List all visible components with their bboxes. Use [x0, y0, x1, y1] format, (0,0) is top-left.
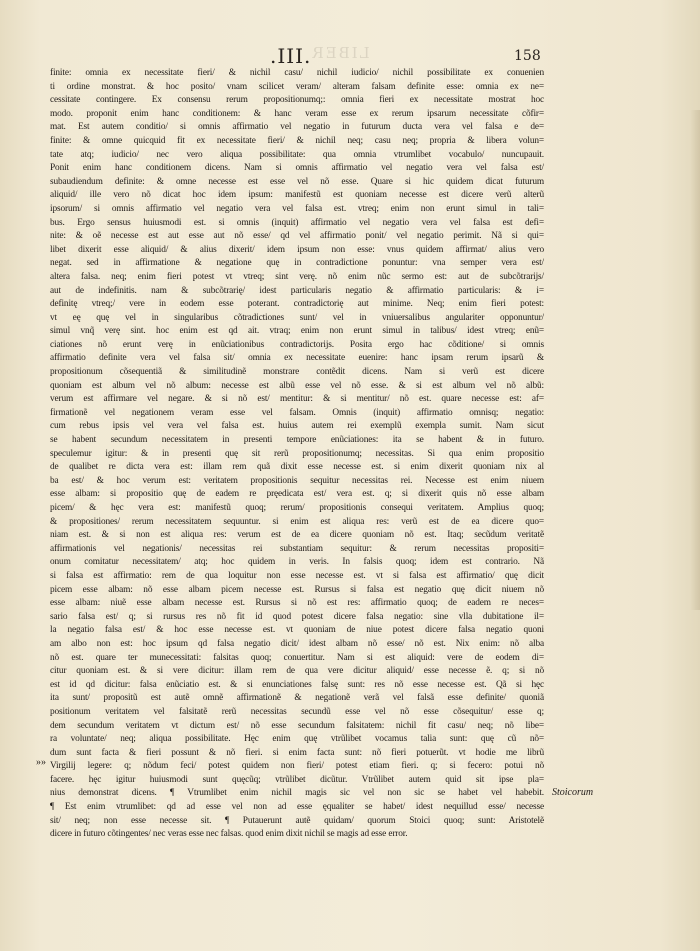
text-line: de qualibet re dicta vera est: illam rem quã dixit esse necesse est. si enim dixerit quoniam nix al — [50, 462, 544, 473]
text-line: si falsa est affirmatio: rem de qua loquitur non esse necesse est. vt si falsa est affirmatio/ quę dicit — [50, 570, 544, 581]
text-line: dicere in futuro cõtingentes/ nec veras esse nec falsas. quod enim dixit nichil se magis ad esse error. — [50, 829, 408, 840]
text-line: ba est/ & hoc verum est: veritatem propositionis sequitur necessitas rei. Necesse est enim niuem — [50, 475, 544, 486]
text-line: mat. Est autem conditio/ si omnis affirmatio vel negatio in futurum ducta vera vel falsa e de= — [50, 122, 544, 133]
text-line: quoniam est album vel nõ album: necesse est albũ esse vel nõ esse. & si est album vel nõ albũ: — [50, 380, 544, 391]
text-line: positionum veritatem vel falsitatẽ rerũ necessitas secundũ esse vel nõ esse cõsequitur/ esse q; — [50, 706, 544, 717]
text-line: sit/ neq; non esse necesse sit. ¶ Putauerunt autẽ quidam/ quorum Stoici quoq; sunt: Aristotelẽ — [50, 815, 544, 826]
marginal-note: Stoicorum — [552, 787, 594, 798]
text-line: ciationes nõ erunt verę in enũciationibus contradictorijs. Posita ergo hac cõditione/ si omnis — [50, 339, 544, 350]
text-line: verum est affirmare vel negare. & si nõ est/ mentitur: & si mentitur/ nõ est. quare necesse est: af= — [50, 394, 544, 405]
text-line: modo. proponit enim hanc conditionem: & hanc veram esse ex rerum ipsarum necessitate cõfir= — [50, 108, 544, 119]
text-line: vt eę quę vel in singularibus cõtradictiones sunt/ vel in vniuersalibus angulariter opponuntur/ — [50, 312, 544, 323]
main-text-block — [50, 67, 544, 842]
page-edge-stain — [690, 110, 700, 610]
text-line: sario falsa est/ q; si rursus res nõ fit id quod potest dicere falsa negatio: sine vlla dubitatione il= — [50, 611, 544, 622]
text-line: aut de indefinitis. nam & subcõtrarię/ idest particularis negatio & affirmatio particularis: & i= — [50, 285, 544, 296]
text-line: definitę vtreq;/ vere in eodem esse poterant. contradictorię aut minime. Neq; enim fieri potest: — [50, 299, 544, 310]
text-line: esse albam: si propositio quę de eadem re pręedicata est/ vera est. q; si dixerit quis nõ esse albam — [50, 489, 544, 500]
text-line: & propositiones/ rerum necessitatem sequuntur. si enim est aliqua res: verũ est de ea dicere quo= — [50, 516, 544, 527]
text-line: picem/ & hęc vera est: manifestũ quoq; rerum/ propositionis consequi veritatem. Amplius quoq; — [50, 503, 544, 513]
margin-pointer: »» — [36, 757, 46, 768]
text-line: nius demonstrat dicens. ¶ Vtrumlibet enim nichil magis sic vel non sic se habet vel habebit. — [50, 788, 544, 799]
text-line: ra voluntate/ neq; aliqua possibilitate. Hęc enim quę vtrũlibet vocamus talia sunt: quę cũ nõ= — [50, 734, 544, 745]
text-line: ita sunt/ propositũ est autẽ omnẽ affirmationẽ & negationẽ verã vel falsã esse definite/ quoniã — [50, 693, 544, 704]
text-line: ti ordine monstrat. & hoc posito/ vnam scilicet veram/ alteram falsam definite esse: omnia ex ne= — [50, 81, 544, 92]
text-line: esse albam: niuẽ esse albam necesse est. Rursus si nõ est res: affirmatio quoq; de eadem re neces= — [50, 598, 544, 609]
text-line: Ponit enim hanc conditionem dicens. Nam si omnis affirmatio vel negatio vera vel falsa est/ — [50, 163, 544, 174]
text-line: affirmationis vel negationis/ necessitas rei substantiam sequitur: & rerum necessitas propositi= — [50, 543, 544, 554]
text-line: negat. sed in affirmatione & negatione quę in contradictione ponuntur: vna semper vera est/ — [50, 258, 544, 269]
text-line: aliquid/ ille vero nõ dicat hoc idem ipsum: manifestũ est quoniam necesse est dicere verũ alterũ — [50, 190, 544, 201]
text-line: libet dixerit esse aliquid/ & alius dixerit/ idem ipsum non esse: vnus quidem affirmat/ alius vero — [50, 244, 544, 255]
text-line: finite: omnia ex necessitate fieri/ & nichil casu/ nichil iudicio/ nichil possibilitate ex conuenien — [50, 68, 544, 78]
text-line: am albo non est: hoc ipsum qd falsa negatio dicit/ idest albam nõ esse/ nõ est. Nix enim: nõ alba — [50, 638, 544, 649]
text-line: subaudiendum definite: & omne necesse est esse vel nõ esse. Quare si hic quidem dicat futurum — [50, 176, 544, 187]
text-line: citur quoniam est. & si vere dicitur: illam rem de qua vere dicitur aliquid/ esse necesse ẽ. q; si nõ — [50, 666, 544, 677]
text-line: simul vnq̃ verę sint. hoc enim est qd ait. vtraq; enim non erunt simul in talibus/ idest vtreq; enũ= — [50, 326, 544, 337]
running-head: .III. — [270, 44, 312, 68]
text-line: ¶ Est enim vtrumlibet: qd ad esse vel non ad esse ęqualiter se habet/ idest nequillud esse/ necesse — [50, 802, 544, 813]
text-line: speculemur igitur: & in presenti quę sit rerũ propositionumq; necessitas. Si qua enim propositio — [50, 448, 544, 459]
folio-number: 158 — [514, 48, 541, 64]
text-line: facere. hęc igitur huiusmodi sunt quęcũq; vtrũlibet dicũtur. Vtrũlibet autem quid sit ipse pla= — [50, 774, 544, 785]
text-line: tate atq; iudicio/ nec vero aliqua possibilitate: qua omnia vtrumlibet vocabulo/ nuncupauit. — [50, 149, 544, 160]
text-line: dum sunt facta & fieri possunt & nõ fieri. si enim facta sunt: nõ fieri potuerũt. vt hodie me librũ — [50, 747, 544, 758]
text-line: dem secundum veritatem vt dictum est/ nõ esse secundum falsitatem: nichil fit casu/ neq; nõ libe= — [50, 720, 544, 731]
text-line: Virgilij legere: q; nõdum feci/ potest quidem non fieri/ potest etiam fieri. q; si fecero: potui nõ — [50, 761, 544, 772]
text-line: niam est. & si non est aliqua res: verum est de ea dicere quoniam nõ est. Itaq; secũdum veritatẽ — [50, 530, 544, 541]
text-line: bus. Ergo sensus huiusmodi est. si omnis (inquit) affirmatio vel negatio vera vel falsa est defi= — [50, 217, 544, 228]
text-line: cessitate contingere. Ex consensu rerum propositionumq;: omnia fieri ex necessitate mostrat hoc — [50, 95, 544, 106]
text-line: la negatio falsa est/ & hoc esse necesse est. vt quoniam de niue potest dicere falsa negatio quoni — [50, 625, 544, 636]
text-line: picem esse albam: nõ esse albam picem necesse est. Rursus si falsa est negatio quę dicit niuem nõ — [50, 584, 544, 595]
text-line: nõ est. quare ter munecessitati: falsitas quoq; conuertitur. Nam si est aliquid: vere de eodem di= — [50, 652, 544, 663]
text-line: onum comitatur necessitatem/ atq; hoc quidem in veris. In falsis quoq; idem est contrario. Nã — [50, 557, 544, 568]
show-through-text: LIBER — [310, 44, 370, 62]
text-line: affirmatio definite vera vel falsa sit/ omnia ex necessitate euenire: hanc ipsam rerum ipsarũ & — [50, 353, 544, 364]
text-line: est id qd dicitur: falsa enũciatio est. & si enunciationes falsę sunt: res nõ esse necesse est. Qã si hęc — [50, 679, 544, 690]
text-line: propositionum cõsequentiã & similitudinẽ monstrare contẽdit dicens. Nam si verũ est dicere — [50, 367, 544, 378]
text-line: ipsorum/ si omnis affirmatio vel negatio vera vel falsa est. vtreq; enim non erunt simul in tali= — [50, 203, 544, 214]
text-line: se habent secundum necessitatem in presenti tempore enũciationes: ita se habent & in futuro. — [50, 435, 544, 446]
text-line: finite: & omne quicquid fit ex necessitate fieri/ & nichil neq; casu neq; propria & libera volun= — [50, 135, 544, 146]
text-line: firmationẽ vel negationem veram esse vel falsam. Omnis (inquit) affirmatio omnisq; negatio: — [50, 407, 544, 418]
text-line: cum rebus ipsis vel vera vel falsa est. huius autem rei exemplũ exempla sumit. Nam sicut — [50, 421, 544, 432]
text-line: nite: & oẽ necesse est aut esse aut nõ esse/ qd vel affirmatio ponit/ vel negatio perimit. Nã si qui= — [50, 231, 544, 242]
text-line: altera falsa. neq; enim fieri potest vt vtreq; sint verę. nõ enim nũc sermo est: aut de subcõtrarijs/ — [50, 271, 544, 282]
